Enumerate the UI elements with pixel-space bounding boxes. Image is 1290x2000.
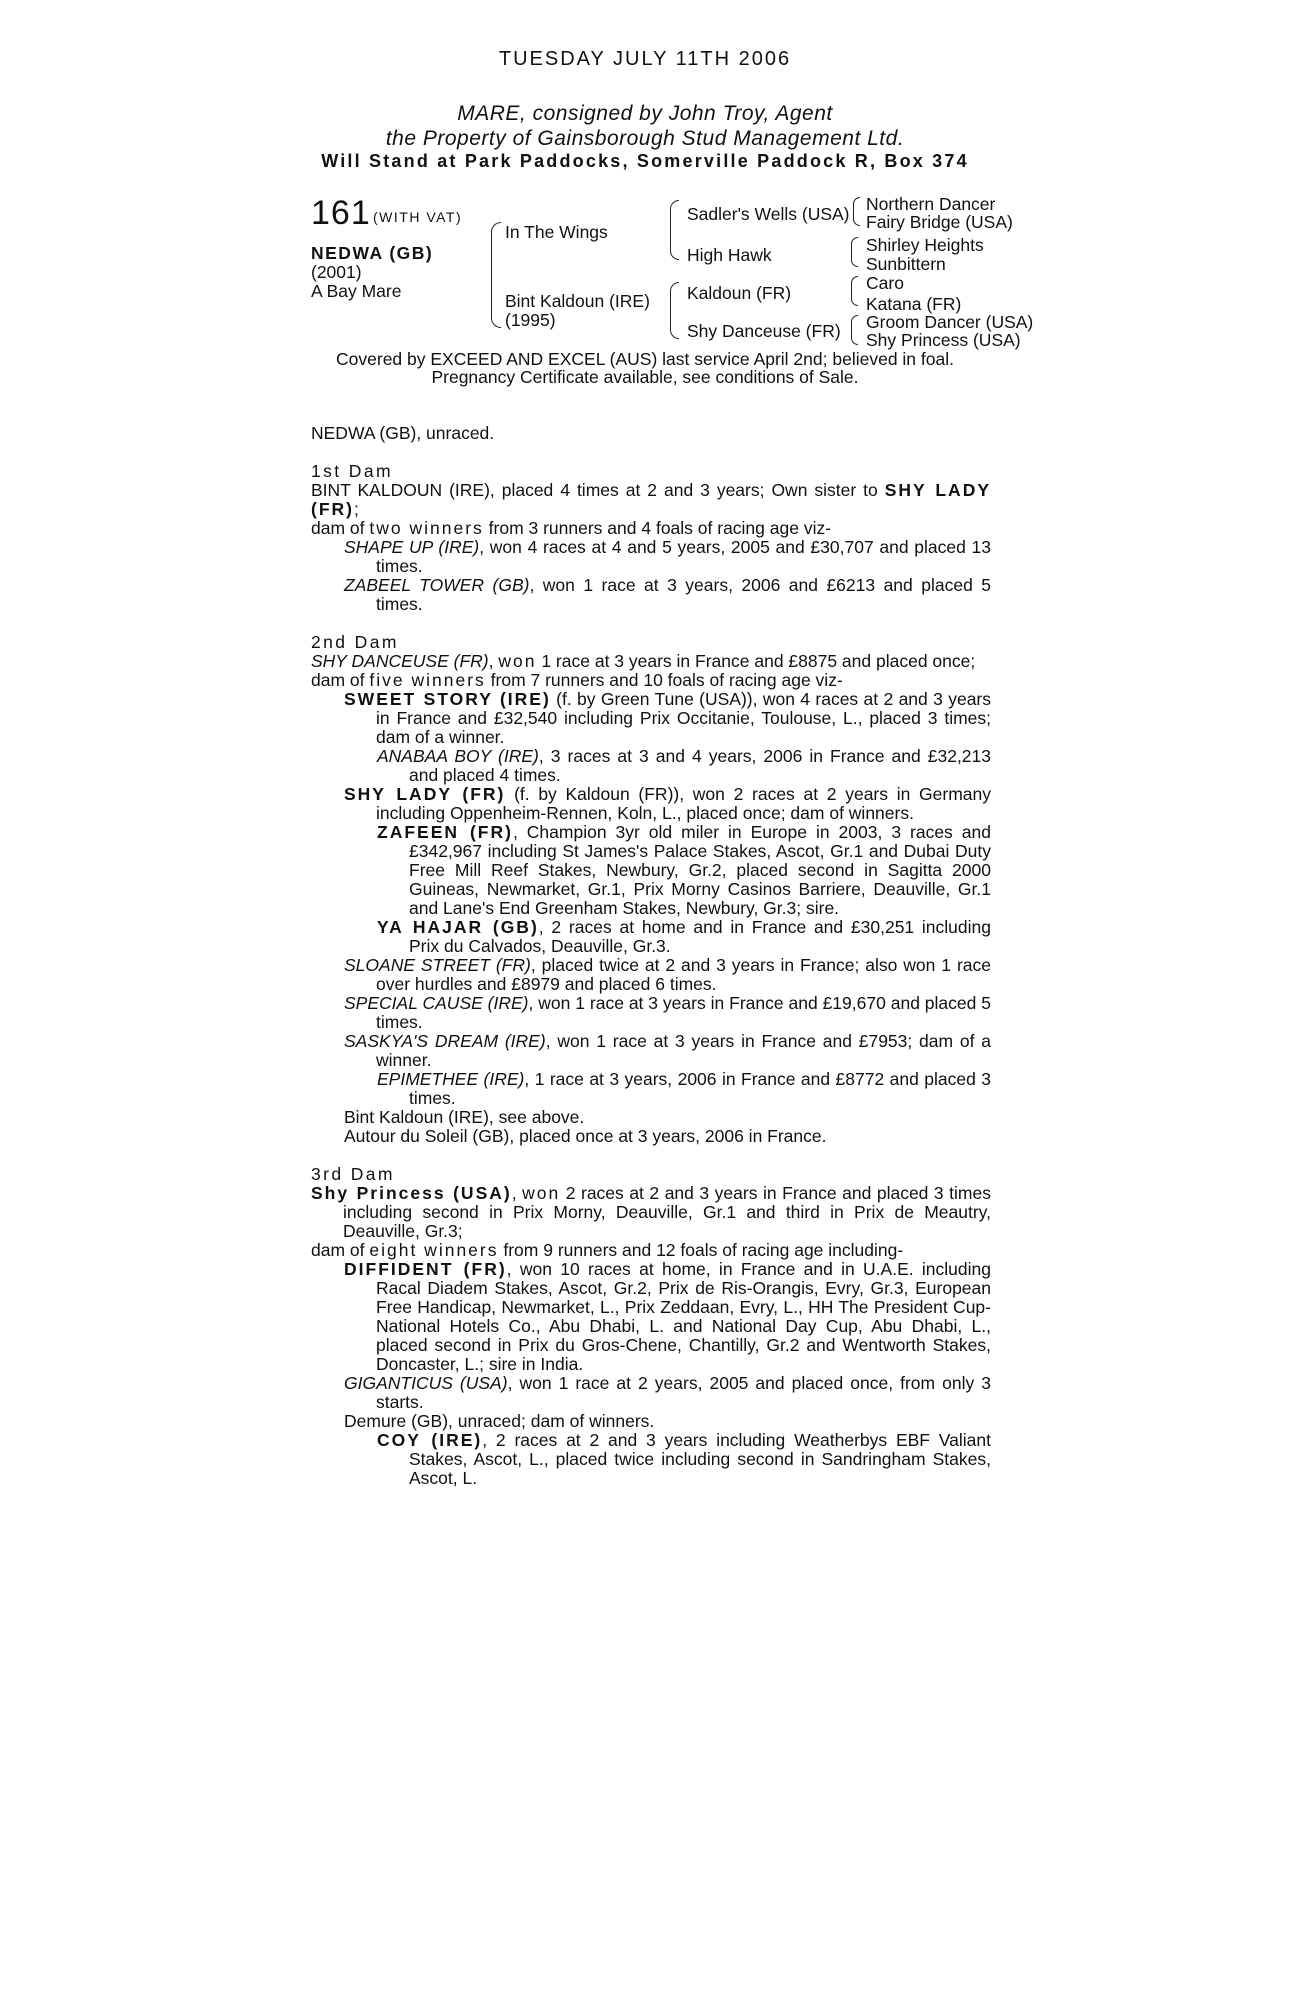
consignor-line: MARE, consigned by John Troy, Agent	[457, 102, 833, 125]
second-dam-title: 2nd Dam	[311, 632, 399, 652]
produce-entry: SHAPE UP (IRE), won 4 races at 4 and 5 years, 2005 and £30,707 and placed 13 times.	[344, 537, 991, 576]
pedigree-sdd: Sunbittern	[866, 254, 946, 274]
second-dam-para: SHY DANCEUSE (FR), won 1 race at 3 years in France and £8875 and placed once;	[311, 651, 976, 671]
lot-number: 161	[311, 194, 371, 232]
produce-entry: Demure (GB), unraced; dam of winners.	[344, 1411, 655, 1431]
pedigree-dds: Groom Dancer (USA)	[866, 312, 1034, 332]
intro-line: NEDWA (GB), unraced.	[311, 423, 495, 443]
first-dam-title: 1st Dam	[311, 461, 393, 481]
pedigree-ddd: Shy Princess (USA)	[866, 330, 1021, 350]
lot-vat: (WITH VAT)	[373, 209, 463, 225]
pedigree-brace-2	[851, 237, 858, 267]
sale-date: TUESDAY JULY 11TH 2006	[498, 48, 792, 70]
produce-entry: EPIMETHEE (IRE), 1 race at 3 years, 2006 in France and £8772 and placed 3 times.	[377, 1069, 991, 1108]
pedigree-sds: Shirley Heights	[866, 235, 984, 255]
produce-entry: ZABEEL TOWER (GB), won 1 race at 3 years, 2006 and £6213 and placed 5 times.	[344, 575, 991, 614]
pedigree-sss: Northern Dancer	[866, 194, 996, 214]
pedigree-brace-4	[851, 315, 858, 345]
horse-name: NEDWA (GB)	[311, 243, 434, 263]
produce-entry: ZAFEEN (FR), Champion 3yr old miler in Europe in 2003, 3 races and £342,967 including St James's Palace Stakes, Ascot, Gr.1 and Dubai Duty Free Mill Reef Stakes, Newbury, Gr.2, placed second in Sagitta 2000 Guineas, Newmarket, Gr.1, Prix Morny Casinos Barriere, Deauville, Gr.1 and Lane's End Greenham Stakes, Newbury, Gr.3; sire.	[377, 822, 991, 918]
produce-entry: SPECIAL CAUSE (IRE), won 1 race at 3 years in France and £19,670 and placed 5 times.	[344, 993, 992, 1032]
produce-entry: GIGANTICUS (USA), won 1 race at 2 years, 2005 and placed once, from only 3 starts.	[344, 1373, 991, 1412]
pedigree-dam-year: (1995)	[505, 310, 556, 330]
pregnancy-line: Pregnancy Certificate available, see conditions of Sale.	[431, 367, 859, 387]
third-dam-title: 3rd Dam	[311, 1164, 395, 1184]
horse-description: A Bay Mare	[311, 281, 402, 301]
produce-entry: YA HAJAR (GB), 2 races at home and in France and £30,251 including Prix du Calvados, Deauville, Gr.3.	[377, 917, 992, 956]
property-line: the Property of Gainsborough Stud Management Ltd.	[385, 127, 905, 150]
stand-location: Will Stand at Park Paddocks, Somerville Paddock R, Box 374	[321, 151, 969, 171]
pedigree-brace-dam	[670, 282, 679, 339]
produce-entry: SASKYA'S DREAM (IRE), won 1 race at 3 years in France and £7953; dam of a winner.	[344, 1031, 991, 1070]
produce-entry: Autour du Soleil (GB), placed once at 3 years, 2006 in France.	[344, 1126, 827, 1146]
produce-entry: DIFFIDENT (FR), won 10 races at home, in France and in U.A.E. including Racal Diadem Stakes, Ascot, Gr.2, Prix de Ris-Orangis, Evry, Gr.3, European Free Handicap, Newmarket, L., Prix Zeddaan, Evry, L., HH The President Cup-National Hotels Co., Abu Dhabi, L. and National Day Cup, Abu Dhabi, L., placed second in Prix du Gros-Chene, Chantilly, Gr.2 and Wentworth Stakes, Doncaster, L.; sire in India.	[344, 1259, 991, 1374]
covered-line: Covered by EXCEED AND EXCEL (AUS) last service April 2nd; believed in foal.	[336, 349, 954, 369]
pedigree-notes	[311, 424, 991, 1488]
pedigree-dss: Caro	[866, 273, 904, 293]
produce-entry: SLOANE STREET (FR), placed twice at 2 and 3 years in France; also won 1 race over hurdles and £8979 and placed 6 times.	[344, 955, 991, 994]
third-dam-produce: dam of eight winners from 9 runners and 12 foals of racing age including-	[311, 1240, 904, 1260]
pedigree-dsd: Katana (FR)	[866, 294, 962, 314]
produce-entry: COY (IRE), 2 races at 2 and 3 years including Weatherbys EBF Valiant Stakes, Ascot, L., placed twice including second in Sandringham Stakes, Ascot, L.	[377, 1430, 992, 1488]
produce-entry: ANABAA BOY (IRE), 3 races at 3 and 4 years, 2006 in France and £32,213 and placed 4 times.	[377, 746, 992, 785]
pedigree-dam-sire: Kaldoun (FR)	[687, 283, 792, 303]
second-dam-produce: dam of five winners from 7 runners and 10 foals of racing age viz-	[311, 670, 843, 690]
pedigree-brace-main	[491, 222, 501, 328]
pedigree-brace-sire	[670, 200, 679, 260]
pedigree-dam-dam: Shy Danceuse (FR)	[687, 321, 841, 341]
third-dam-para: Shy Princess (USA), won 2 races at 2 and 3 years in France and placed 3 times including second in Prix Morny, Deauville, Gr.1 and third in Prix de Meautry, Deauville, Gr.3;	[311, 1183, 991, 1241]
horse-year: (2001)	[311, 262, 362, 282]
produce-entry: SHY LADY (FR) (f. by Kaldoun (FR)), won 2 races at 2 years in Germany including Oppenheim-Rennen, Koln, L., placed once; dam of winners.	[344, 784, 991, 823]
pedigree-sire: In The Wings	[505, 222, 608, 242]
pedigree-brace-3	[851, 276, 858, 306]
pedigree-brace-1	[853, 197, 860, 226]
produce-entry: SWEET STORY (IRE) (f. by Green Tune (USA)), won 4 races at 2 and 3 years in France and £32,540 including Prix Occitanie, Toulouse, L., placed 3 times; dam of a winner.	[344, 689, 992, 747]
first-dam-para: BINT KALDOUN (IRE), placed 4 times at 2 and 3 years; Own sister to SHY LADY (FR);	[311, 480, 992, 519]
first-dam-produce: dam of two winners from 3 runners and 4 foals of racing age viz-	[311, 518, 832, 538]
produce-entry: Bint Kaldoun (IRE), see above.	[344, 1107, 585, 1127]
pedigree-sire-dam: High Hawk	[687, 245, 772, 265]
pedigree-ssd: Fairy Bridge (USA)	[866, 212, 1013, 232]
pedigree-sire-sire: Sadler's Wells (USA)	[687, 204, 850, 224]
pedigree-dam: Bint Kaldoun (IRE)	[505, 291, 650, 311]
